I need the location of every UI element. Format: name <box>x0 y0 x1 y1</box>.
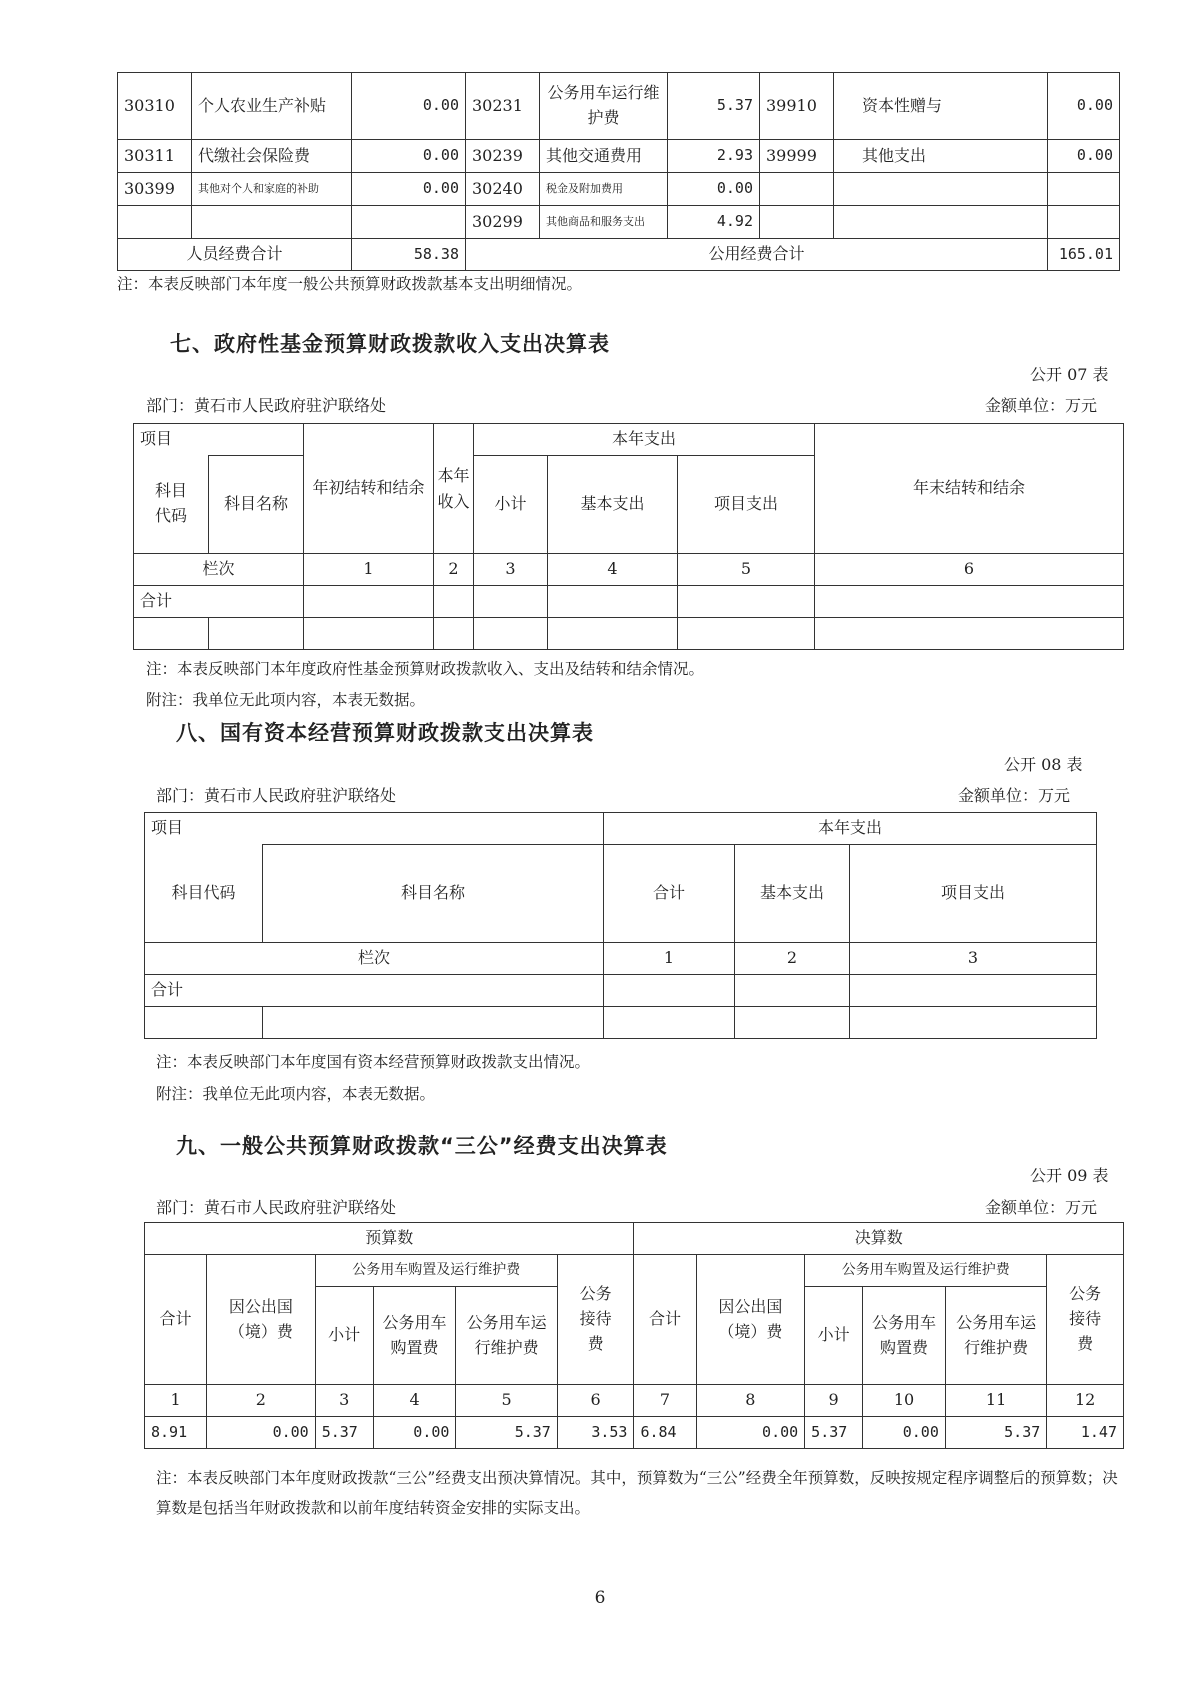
column-index: 6 <box>815 554 1124 586</box>
cell-code <box>760 173 834 206</box>
table-row <box>118 173 1120 206</box>
header-name: 科目名称 <box>209 456 304 554</box>
table-row <box>118 206 1120 239</box>
section8-table-no: 公开 08 表 <box>1004 755 1083 774</box>
cell-name: 公务用车运行维护费 <box>540 73 668 140</box>
column-index: 6 <box>557 1385 634 1417</box>
column-index: 11 <box>945 1385 1046 1417</box>
table-row <box>118 73 1120 140</box>
empty-row <box>145 1007 1097 1039</box>
header-code: 科目代码 <box>145 845 263 943</box>
cell-value <box>1048 206 1120 239</box>
header-name: 科目名称 <box>263 845 604 943</box>
cell-name <box>192 206 352 239</box>
column-index-row <box>145 1385 1124 1417</box>
column-index: 7 <box>634 1385 696 1417</box>
column-index: 4 <box>548 554 678 586</box>
value-cell: 0.00 <box>373 1417 456 1449</box>
header-car-buy: 公务用车购置费 <box>863 1287 946 1385</box>
cell-value: 0.00 <box>352 173 466 206</box>
section7-dept: 部门：黄石市人民政府驻沪联络处 <box>146 396 387 415</box>
header-basic: 基本支出 <box>735 845 850 943</box>
column-index: 1 <box>604 943 735 975</box>
header-income: 本年收入 <box>434 424 474 554</box>
value-cell: 8.91 <box>145 1417 207 1449</box>
cell-value: 0.00 <box>1048 140 1120 173</box>
section8-dept: 部门：黄石市人民政府驻沪联络处 <box>156 786 397 805</box>
total-row <box>145 975 1097 1007</box>
public-total-value: 165.01 <box>1048 239 1120 271</box>
cell-code: 30239 <box>466 140 540 173</box>
top-table-note: 注：本表反映部门本年度一般公共预算财政拨款基本支出明细情况。 <box>117 275 583 293</box>
cell-value: 4.92 <box>668 206 760 239</box>
column-index: 5 <box>456 1385 557 1417</box>
public-total-label: 公用经费合计 <box>466 239 1048 271</box>
cell-name: 其他对个人和家庭的补助 <box>192 173 352 206</box>
column-index: 1 <box>304 554 434 586</box>
header-final: 决算数 <box>634 1223 1124 1255</box>
header-item: 项目 <box>145 813 604 845</box>
header-car-buy: 公务用车购置费 <box>373 1287 456 1385</box>
column-index-label: 栏次 <box>145 943 604 975</box>
cell-code: 30299 <box>466 206 540 239</box>
value-cell: 5.37 <box>456 1417 557 1449</box>
column-index: 3 <box>474 554 548 586</box>
value-cell: 5.37 <box>315 1417 373 1449</box>
value-cell: 6.84 <box>634 1417 696 1449</box>
value-cell: 1.47 <box>1047 1417 1124 1449</box>
section9-table-no: 公开 09 表 <box>1030 1166 1109 1185</box>
value-cell: 3.53 <box>557 1417 634 1449</box>
column-index-row <box>134 554 1124 586</box>
cell-value: 0.00 <box>352 140 466 173</box>
header-begin-balance: 年初结转和结余 <box>304 424 434 554</box>
column-index-label: 栏次 <box>134 554 304 586</box>
column-index-row <box>145 943 1097 975</box>
column-index: 3 <box>850 943 1097 975</box>
cell-name <box>834 206 1048 239</box>
cell-name: 其他支出 <box>834 140 1048 173</box>
header-abroad: 因公出国（境）费 <box>207 1255 316 1385</box>
cell-value: 0.00 <box>1048 73 1120 140</box>
column-index: 2 <box>434 554 474 586</box>
cell-value: 0.00 <box>352 73 466 140</box>
cell-code: 30399 <box>118 173 192 206</box>
cell-name <box>834 173 1048 206</box>
basic-expense-detail-table <box>117 72 1120 271</box>
page-number: 6 <box>594 1588 606 1608</box>
cell-value: 5.37 <box>668 73 760 140</box>
column-index: 4 <box>373 1385 456 1417</box>
column-index: 2 <box>207 1385 316 1417</box>
section8-title: 八、国有资本经营预算财政拨款支出决算表 <box>176 721 594 745</box>
section7-unit: 金额单位：万元 <box>985 396 1098 415</box>
value-cell: 0.00 <box>696 1417 805 1449</box>
header-budget: 预算数 <box>145 1223 634 1255</box>
cell-name: 资本性赠与 <box>834 73 1048 140</box>
cell-name: 代缴社会保险费 <box>192 140 352 173</box>
header-car-run: 公务用车运行维护费 <box>456 1287 557 1385</box>
section8-attach: 附注：我单位无此项内容，本表无数据。 <box>156 1085 436 1103</box>
header-expense: 本年支出 <box>604 813 1097 845</box>
cell-code <box>760 206 834 239</box>
header-total: 合计 <box>604 845 735 943</box>
cell-value: 0.00 <box>668 173 760 206</box>
three-public-expense-table <box>144 1222 1124 1449</box>
header-code: 科目代码 <box>134 456 209 554</box>
header-project: 项目支出 <box>678 456 815 554</box>
section9-title: 九、一般公共预算财政拨款“三公”经费支出决算表 <box>176 1134 668 1158</box>
total-row <box>134 586 1124 618</box>
section7-attach: 附注：我单位无此项内容，本表无数据。 <box>146 691 426 709</box>
value-cell: 5.37 <box>805 1417 863 1449</box>
header-reception: 公务接待费 <box>557 1255 634 1385</box>
header-expense: 本年支出 <box>474 424 815 456</box>
cell-code: 39910 <box>760 73 834 140</box>
cell-code: 30240 <box>466 173 540 206</box>
column-index: 1 <box>145 1385 207 1417</box>
cell-code: 30310 <box>118 73 192 140</box>
cell-code: 39999 <box>760 140 834 173</box>
column-index: 5 <box>678 554 815 586</box>
cell-code <box>118 206 192 239</box>
cell-name: 个人农业生产补贴 <box>192 73 352 140</box>
section9-unit: 金额单位：万元 <box>985 1198 1098 1217</box>
cell-value <box>1048 173 1120 206</box>
header-end-balance: 年末结转和结余 <box>815 424 1124 554</box>
section7-table-no: 公开 07 表 <box>1030 365 1109 384</box>
cell-value: 2.93 <box>668 140 760 173</box>
section8-note: 注：本表反映部门本年度国有资本经营预算财政拨款支出情况。 <box>156 1053 591 1071</box>
value-cell: 5.37 <box>945 1417 1046 1449</box>
table-row-total <box>118 239 1120 271</box>
column-index: 9 <box>805 1385 863 1417</box>
column-index: 12 <box>1047 1385 1124 1417</box>
value-cell: 0.00 <box>207 1417 316 1449</box>
cell-name: 税金及附加费用 <box>540 173 668 206</box>
header-abroad: 因公出国（境）费 <box>696 1255 805 1385</box>
header-basic: 基本支出 <box>548 456 678 554</box>
section9-note: 注：本表反映部门本年度财政拨款“三公”经费支出预决算情况。其中，预算数为“三公”经费全年预算数，反映按规定程序调整后的预算数；决算数是包括当年财政拨款和以前年度结转资金安排的实际支出。 <box>156 1469 1118 1518</box>
section7-note: 注：本表反映部门本年度政府性基金预算财政拨款收入、支出及结转和结余情况。 <box>146 660 705 678</box>
header-project: 项目支出 <box>850 845 1097 943</box>
gov-fund-table <box>133 423 1124 650</box>
empty-row <box>134 618 1124 650</box>
header-car: 公务用车购置及运行维护费 <box>315 1255 557 1287</box>
header-car: 公务用车购置及运行维护费 <box>805 1255 1047 1287</box>
personnel-total-label: 人员经费合计 <box>118 239 352 271</box>
header-subtotal: 小计 <box>474 456 548 554</box>
header-car-run: 公务用车运行维护费 <box>945 1287 1046 1385</box>
column-index: 3 <box>315 1385 373 1417</box>
cell-code: 30311 <box>118 140 192 173</box>
state-capital-table <box>144 812 1097 1039</box>
header-subtotal: 小计 <box>805 1287 863 1385</box>
cell-name: 其他商品和服务支出 <box>540 206 668 239</box>
header-total: 合计 <box>634 1255 696 1385</box>
value-row <box>145 1417 1124 1449</box>
value-cell: 0.00 <box>863 1417 946 1449</box>
section8-unit: 金额单位：万元 <box>958 786 1071 805</box>
personnel-total-value: 58.38 <box>352 239 466 271</box>
column-index: 2 <box>735 943 850 975</box>
column-index: 10 <box>863 1385 946 1417</box>
column-index: 8 <box>696 1385 805 1417</box>
header-total: 合计 <box>145 1255 207 1385</box>
cell-code: 30231 <box>466 73 540 140</box>
header-item: 项目 <box>134 424 304 456</box>
table-row <box>118 140 1120 173</box>
header-subtotal: 小计 <box>315 1287 373 1385</box>
header-reception: 公务接待费 <box>1047 1255 1124 1385</box>
section7-title: 七、政府性基金预算财政拨款收入支出决算表 <box>170 332 610 356</box>
total-label: 合计 <box>145 975 604 1007</box>
cell-name: 其他交通费用 <box>540 140 668 173</box>
section9-dept: 部门：黄石市人民政府驻沪联络处 <box>156 1198 397 1217</box>
total-label: 合计 <box>134 586 304 618</box>
cell-value <box>352 206 466 239</box>
